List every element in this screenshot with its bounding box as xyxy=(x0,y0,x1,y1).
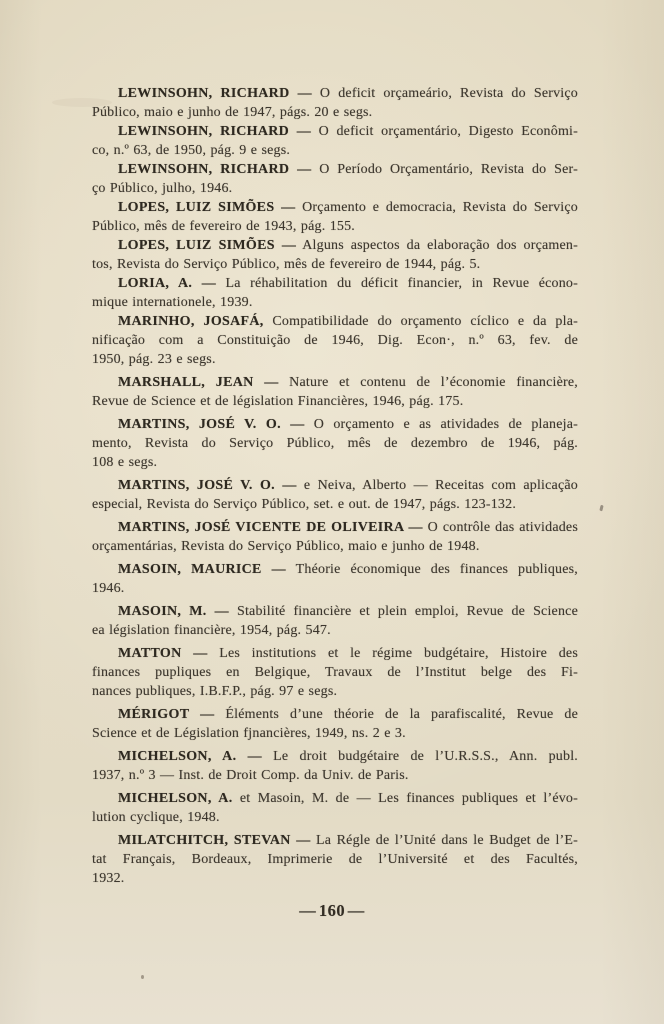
entry-first-line xyxy=(92,560,578,579)
entry-first-line xyxy=(92,373,578,392)
bibliography-entry xyxy=(92,705,578,743)
entry-author: MASOIN, MAURICE — xyxy=(118,562,286,577)
bibliography-entry xyxy=(92,476,578,514)
entry-line: ea législation financière, 1954, pág. 547. xyxy=(92,623,331,638)
entry-title-text: Nature et contenu de l’économie financière, xyxy=(278,375,578,390)
entry-first-line xyxy=(92,236,578,255)
entry-line: 108 e segs. xyxy=(92,455,158,470)
entry-first-line xyxy=(92,789,578,808)
entry-title-text: Éléments d’une théorie de la parafiscalité, Revue de xyxy=(214,707,578,722)
entry-first-line xyxy=(92,747,578,766)
entry-author: MATTON — xyxy=(118,646,208,661)
entry-author: MICHELSON, A. — xyxy=(118,749,262,764)
entry-first-line xyxy=(92,312,578,331)
entry-first-line xyxy=(92,705,578,724)
entry-title-text: O deficit orçameário, Revista do Serviço xyxy=(311,86,578,101)
entry-title-text: La Régle de l’Unité dans le Budget de l’E- xyxy=(310,833,579,848)
page-number: — 160 — xyxy=(299,901,365,920)
entry-first-line xyxy=(92,415,578,434)
bibliography-entry xyxy=(92,84,578,122)
entry-first-line xyxy=(92,476,578,495)
bibliography-entry xyxy=(92,789,578,827)
entry-title-text: O contrôle das atividades xyxy=(422,520,578,535)
entry-line: 1937, n.º 3 — Inst. de Droit Comp. da Univ. de Paris. xyxy=(92,768,409,783)
entry-title-text: et Masoin, M. de — Les finances publiques et l’évo- xyxy=(232,791,578,806)
entry-title-text: O deficit orçamentário, Digesto Econômi- xyxy=(311,124,579,139)
bibliography-entry xyxy=(92,747,578,785)
entry-first-line xyxy=(92,122,578,141)
entry-first-line xyxy=(92,831,578,850)
entry-line: 1950, pág. 23 e segs. xyxy=(92,352,216,367)
entry-first-line xyxy=(92,602,578,621)
entry-author: MARSHALL, JEAN — xyxy=(118,375,279,390)
entry-author: MARTINS, JOSÉ VICENTE DE OLIVEIRA — xyxy=(118,520,423,535)
entry-first-line xyxy=(92,84,578,103)
entry-author: MARTINS, JOSÉ V. O. — xyxy=(118,417,305,432)
entry-first-line xyxy=(92,644,578,663)
entry-line: ço Público, julho, 1946. xyxy=(92,181,233,196)
bibliography-entry xyxy=(92,560,578,598)
entry-first-line xyxy=(92,160,578,179)
entry-first-line xyxy=(92,198,578,217)
ink-speck xyxy=(141,975,144,979)
entry-title-text: Compatibilidade do orçamento cíclico e da pla- xyxy=(263,314,578,329)
entry-line: Revue de Science et de législation Financières, 1946, pág. 175. xyxy=(92,394,464,409)
entry-line: especial, Revista do Serviço Público, set. e out. de 1947, págs. 123-132. xyxy=(92,497,517,512)
bibliography-entry xyxy=(92,518,578,556)
entry-author: LEWINSOHN, RICHARD — xyxy=(118,162,312,177)
entry-line: Público, mês de fevereiro de 1943, pág. 155. xyxy=(92,219,355,234)
bibliography-entry xyxy=(92,644,578,701)
entry-line: lution cyclique, 1948. xyxy=(92,810,220,825)
entry-title-text: Théorie économique des finances publiques, xyxy=(285,562,578,577)
entry-author: MARTINS, JOSÉ V. O. — xyxy=(118,478,297,493)
entry-author: LOPES, LUIZ SIMÕES — xyxy=(118,200,296,215)
entry-title-text: Stabilité financière et plein emploi, Revue de Science xyxy=(228,604,578,619)
entry-title-text: O Período Orçamentário, Revista do Ser- xyxy=(311,162,578,177)
bibliography-list xyxy=(92,84,578,892)
entry-line: mento, Revista do Serviço Público, mês de dezembro de 1946, pág. xyxy=(92,436,578,451)
entry-line: 1946. xyxy=(92,581,125,596)
entry-line: orçamentárias, Revista do Serviço Público, maio e junho de 1948. xyxy=(92,539,480,554)
bibliography-entry xyxy=(92,415,578,472)
entry-author: MILATCHITCH, STEVAN — xyxy=(118,833,311,848)
entry-author: LEWINSOHN, RICHARD — xyxy=(118,124,312,139)
entry-author: MÉRIGOT — xyxy=(118,707,215,722)
entry-author: MARINHO, JOSAFÁ, xyxy=(118,314,264,329)
bibliography-entry xyxy=(92,122,578,160)
entry-line: tat Français, Bordeaux, Imprimerie de l’Université et des Facultés, xyxy=(92,852,578,867)
entry-title-text: Orçamento e democracia, Revista do Serviço xyxy=(295,200,578,215)
entry-line: nificação com a Constituição de 1946, Dig. Econ·, n.º 63, fev. de xyxy=(92,333,578,348)
entry-line: Público, maio e junho de 1947, págs. 20 e segs. xyxy=(92,105,373,120)
ink-speck xyxy=(599,505,603,512)
entry-title-text: O orçamento e as atividades de planeja- xyxy=(304,417,578,432)
entry-title-text: La réhabilitation du déficit financier, in Revue écono- xyxy=(216,276,578,291)
entry-line: Science et de Législation fjnancières, 1949, ns. 2 e 3. xyxy=(92,726,406,741)
bibliography-entry xyxy=(92,198,578,236)
entry-author: LORIA, A. — xyxy=(118,276,217,291)
entry-line: nances publiques, I.B.F.P., pág. 97 e segs. xyxy=(92,684,338,699)
bibliography-entry xyxy=(92,160,578,198)
entry-author: MICHELSON, A. xyxy=(118,791,233,806)
entry-title-text: Le droit budgétaire de l’U.R.S.S., Ann. publ. xyxy=(261,749,578,764)
entry-author: LEWINSOHN, RICHARD — xyxy=(118,86,312,101)
entry-line: 1932. xyxy=(92,871,125,886)
entry-first-line xyxy=(92,274,578,293)
bibliography-entry xyxy=(92,373,578,411)
bibliography-entry xyxy=(92,312,578,369)
bibliography-entry xyxy=(92,274,578,312)
entry-author: MASOIN, M. — xyxy=(118,604,229,619)
entry-title-text: Alguns aspectos da elaboração dos orçamen- xyxy=(296,238,578,253)
entry-line: co, n.º 63, de 1950, pág. 9 e segs. xyxy=(92,143,291,158)
bibliography-entry xyxy=(92,831,578,888)
entry-line: finances pupliques en Belgique, Travaux de l’Institut belge des Fi- xyxy=(92,665,578,680)
entry-author: LOPES, LUIZ SIMÕES — xyxy=(118,238,297,253)
entry-line: tos, Revista do Serviço Público, mês de fevereiro de 1944, pág. 5. xyxy=(92,257,481,272)
paper-smudge xyxy=(52,98,112,107)
entry-title-text: e Neiva, Alberto — Receitas com aplicação xyxy=(296,478,578,493)
bibliography-entry xyxy=(92,236,578,274)
entry-first-line xyxy=(92,518,578,537)
bibliography-entry xyxy=(92,602,578,640)
entry-line: mique internationele, 1939. xyxy=(92,295,253,310)
entry-title-text: Les institutions et le régime budgétaire, Histoire des xyxy=(207,646,578,661)
